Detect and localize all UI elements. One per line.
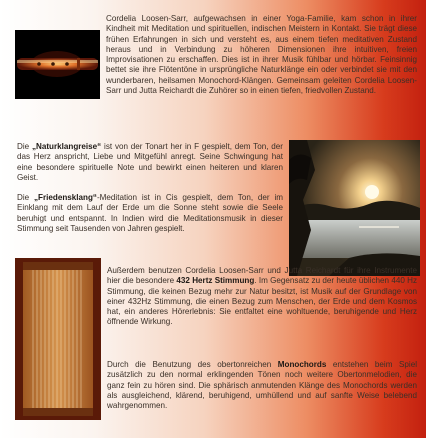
naturklang-text: ist von der Tonart her in F gespielt, dem Ton, der das Herz anspricht, Liebe und Mitgefühl anregt. Seine Schwingung hat eine besondere spirituelle Note und bewirkt einen heiteren und klaren Geist. xyxy=(17,142,283,182)
hertz-text: . Im Gegensatz zu der heute üblichen 440 Hz Stimmung, die keinen Bezug mehr zur Natur besitzt, ist Musik auf der Grundlage von einer 432Hz Stimmung, die einen Bezug zum Menschen, der Erde und dem Kosmos hat, ein anderes Hörerlebnis: Sie entfaltet eine wohltuende, beruhigende und Herz öffnende Wirkung. xyxy=(107,276,418,327)
frieden-text: -Meditation ist in Cis gespielt, dem Ton, der im Einklang mit dem Lauf der Erde um die Sonne steht sowie die Seele beruhigt und entspannt. In Indien wird die Meditationsmusik in dieser Stimmung seit Tausenden von Jahren gespielt. xyxy=(17,193,283,233)
frieden-lead: Die xyxy=(17,193,34,202)
friedensklang-paragraph xyxy=(17,193,283,234)
frieden-title: „Friedensklang“ xyxy=(33,193,97,202)
naturklang-title: „Naturklangreise“ xyxy=(31,142,102,151)
mono-lead: Durch die Benutzung des obertonreichen xyxy=(107,360,278,369)
monochord-photo xyxy=(15,258,101,420)
hertz-paragraph xyxy=(107,266,417,328)
hertz-title: 432 Hertz Stimmung xyxy=(176,276,255,286)
mono-text: entstehen beim Spiel zusätzlich zu den normal erklingenden Tönen noch weitere Obertonmelodien, die ganz fein zu hören sind. Die sphärisch anmutenden Klänge des Monochords werden als ausgleichend, klärend, beruhigend, umhüllend und auf sanfte Weise belebend wahrgenommen. xyxy=(107,360,417,410)
monochord-paragraph xyxy=(107,360,417,411)
sunset-lake-photo xyxy=(289,140,420,276)
intro-paragraph: Cordelia Loosen-Sarr, aufgewachsen in einer Yoga-Familie, kam schon in ihrer Kindheit mit Meditation und spirituellen, indischen Meistern in Kontakt. Sie trägt diese frühen Erfahrungen in sich und versteht es, aus einem tiefen meditativen Zustand heraus und in Verbindung zu höheren Dimensionen ihre intuitiven, freien Improvisationen zu erschaffen. Dies ist in ihrer Musik fühlbar und hörbar. Feinsinnig bettet sie ihre Flötentöne in ursprüngliche Naturklänge ein oder verbindet sie mit den wunderbaren, heilsamen Monochord-Klängen. Gemeinsam geleiten Cordelia Loosen-Sarr und Jutta Reichardt die Zuhörer so in einen tiefen, friedvollen Zustand. xyxy=(106,14,417,95)
mono-title: Monochords xyxy=(277,360,327,369)
flute-photo xyxy=(15,30,100,99)
naturklang-paragraph xyxy=(17,142,283,183)
hertz-lead: Außerdem benutzen Cordelia Loosen-Sarr und Jutta Reichardt für ihre Instrumente hier die besondere xyxy=(107,266,417,286)
naturklang-lead: Die xyxy=(17,142,32,151)
